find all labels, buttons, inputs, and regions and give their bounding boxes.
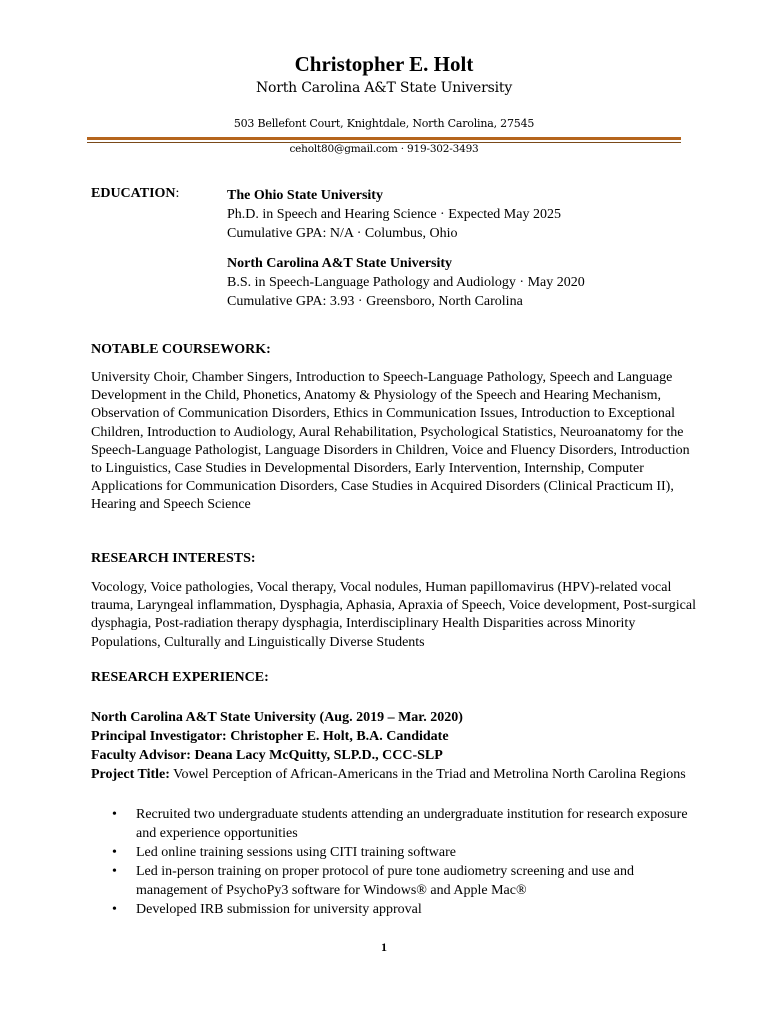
education-heading: EDUCATION: [91,186,180,201]
header-address: 503 Bellefont Court, Knightdale, North Carolina, 27545 [233,117,535,130]
bullet-icon: • [112,864,117,879]
candidate-name: Christopher E. Holt [294,52,474,76]
list-item: • Recruited two undergraduate students attending an undergraduate institution for research exposure and experience opportunities [112,807,688,841]
experience-details [91,708,701,784]
bullet-icon: • [112,845,117,860]
header-contact: ceholt80@gmail.com · 919-302-3493 [289,143,479,155]
experience-faculty-advisor: Faculty Advisor: Deana Lacy McQuitty, SLP.D., CCC-SLP [91,748,443,763]
coursework-text: University Choir, Chamber Singers, Introduction to Speech-Language Pathology, Speech and Language Development in the Child, Phonetics, Anatomy & Physiology of the Speech and Hearing Mechanism, Observation of Communication Disorders, Ethics in Communication Issues, Introduction to Exceptional Children, Introduction to Audiology, Aural Rehabilitation, Psychological Statistics, Neuroanatomy for the Speech-Language Pathologist, Language Disorders in Children, Voice and Fluency Disorders, Introduction to Linguistics, Case Studies in Developmental Disorders, Early Intervention, Internship, Computer Applications for Communication Disorders, Case Studies in Acquired Disorders (Clinical Practicum II), Hearing and Speech Science [91,370,690,513]
education-gpa: Cumulative GPA: 3.93 · Greensboro, North Carolina [227,294,523,309]
project-title-label: Project Title: [91,767,170,782]
list-item: • Developed IRB submission for university approval [112,902,422,917]
header-divider-thick [87,137,681,140]
experience-heading: RESEARCH EXPERIENCE: [91,670,269,685]
bullet-icon: • [112,902,117,917]
coursework-heading: NOTABLE COURSEWORK: [91,342,271,357]
education-institution: North Carolina A&T State University [227,256,453,271]
experience-project [91,765,701,784]
list-item: • Led online training sessions using CITI training software [112,845,456,860]
education-gpa: Cumulative GPA: N/A · Columbus, Ohio [227,226,458,241]
education-entry-ncat [227,254,585,311]
page-number: 1 [381,940,387,954]
list-item: • Led in-person training on proper protocol of pure tone audiometry screening and use and management of PsychoPy3 software for Windows® and Apple Mac® [112,864,635,898]
education-entry-osu [227,186,561,243]
experience-principal-investigator: Principal Investigator: Christopher E. Holt, B.A. Candidate [91,729,449,744]
bullet-icon: • [112,807,117,822]
interests-text: Vocology, Voice pathologies, Vocal therapy, Vocal nodules, Human papillomavirus (HPV)-related vocal trauma, Laryngeal inflammation, Dysphagia, Aphasia, Apraxia of Speech, Voice development, Post-surgical dysphagia, Post-radiation therapy dysphagia, Interdisciplinary Health Disparities across Minority Populations, Culturally and Linguistically Diverse Students [91,580,696,650]
experience-organization: North Carolina A&T State University (Aug. 2019 – Mar. 2020) [91,710,463,725]
experience-bullet-list [91,805,701,919]
project-title-text: Vowel Perception of African-Americans in the Triad and Metrolina North Carolina Regions [169,767,686,782]
interests-heading: RESEARCH INTERESTS: [91,551,256,566]
education-degree: Ph.D. in Speech and Hearing Science · Expected May 2025 [227,207,561,222]
education-degree: B.S. in Speech-Language Pathology and Audiology · May 2020 [227,275,585,290]
education-institution: The Ohio State University [227,188,383,203]
header-university: North Carolina A&T State University [255,80,513,96]
